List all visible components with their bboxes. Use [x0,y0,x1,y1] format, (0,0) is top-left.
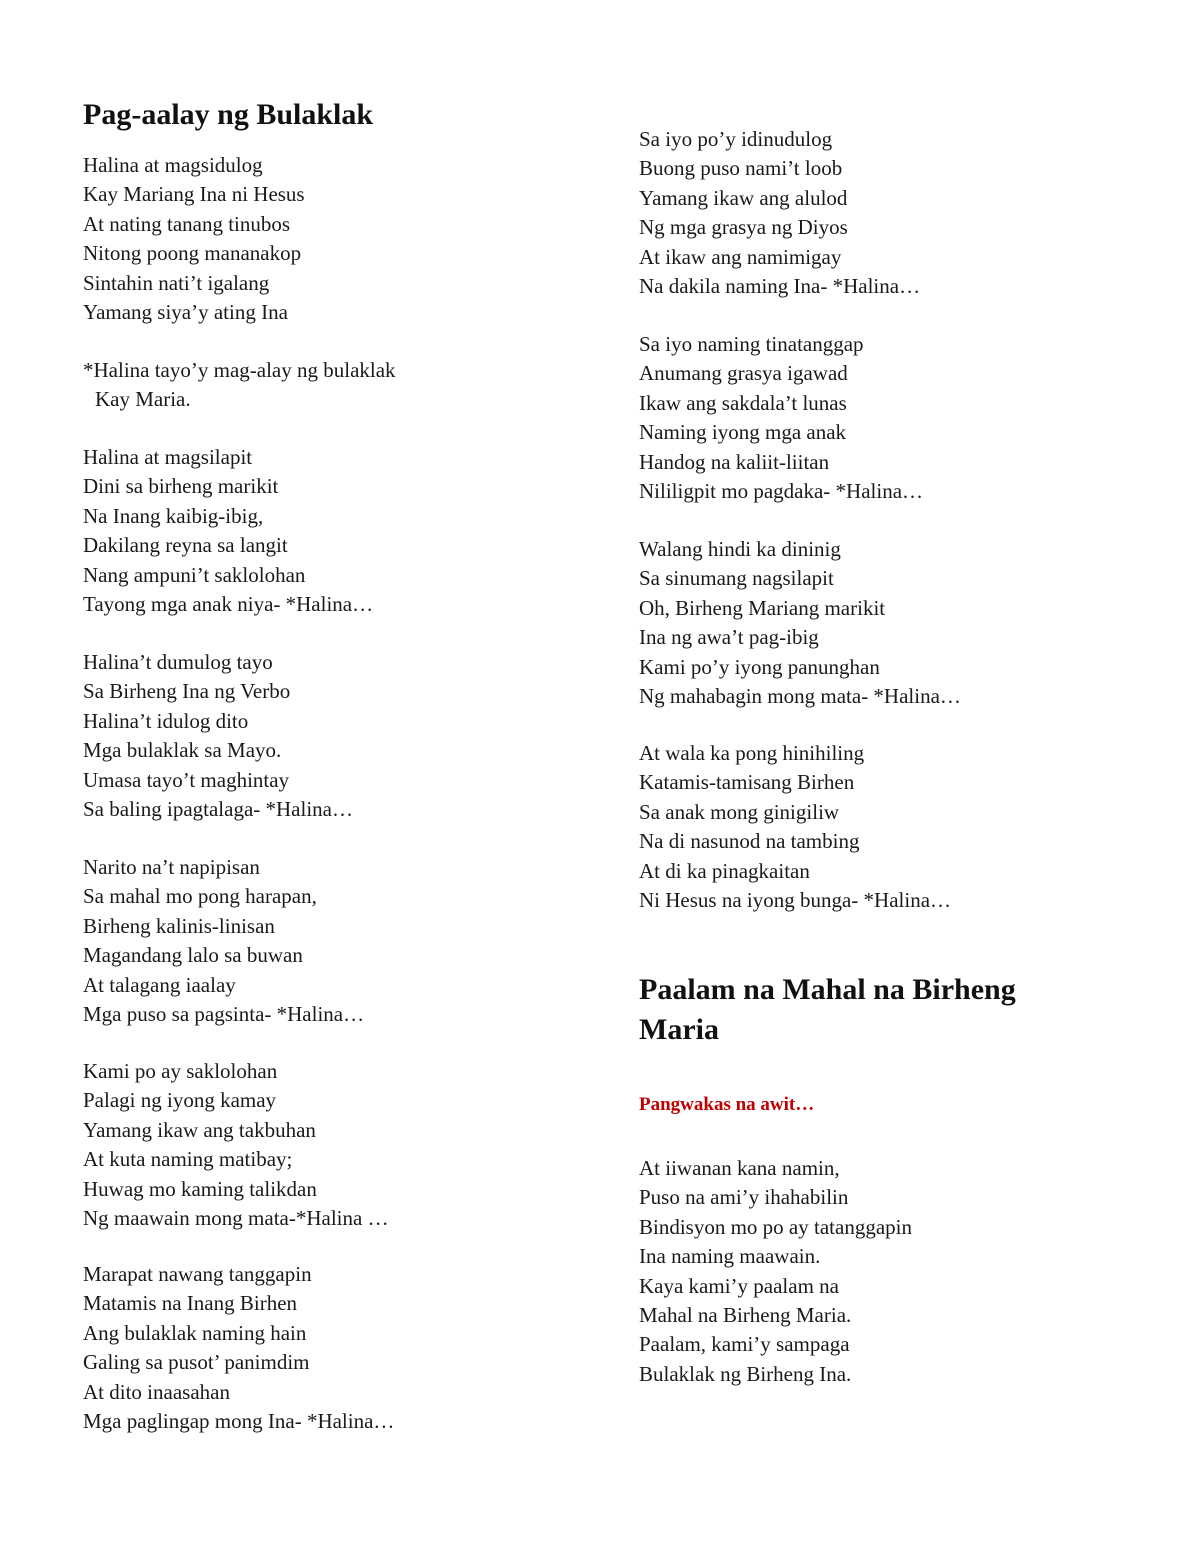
lyric-line: Ina naming maawain. [639,1244,821,1269]
lyric-line: Marapat nawang tanggapin [83,1262,312,1286]
lyric-line: Buong puso nami’t loob [639,156,843,181]
lyric-line: At iiwanan kana namin, [639,1156,840,1180]
stanza-right-3 [639,535,961,711]
lyric-line: At di ka pinagkaitan [639,858,810,883]
stanza-left-4 [83,648,353,824]
lyric-line: Sa anak mong ginigiliw [639,799,840,824]
lyric-line: Oh, Birheng Mariang marikit [639,595,886,620]
lyric-line: Palagi ng iyong kamay [83,1088,277,1113]
lyric-line: Birheng kalinis-linisan [83,913,275,938]
lyric-line: Sa baling ipagtalaga- *Halina… [83,796,353,821]
stanza-left-1 [83,151,305,327]
lyric-line: Kay Mariang Ina ni Hesus [83,182,305,207]
lyric-line: At ikaw ang namimigay [639,244,842,269]
lyric-line: Ina ng awa’t pag-ibig [639,625,819,650]
lyric-line: Bindisyon mo po ay tatanggapin [639,1214,912,1239]
lyric-line: At talagang iaalay [83,972,236,997]
lyric-line: Naming iyong mga anak [639,420,847,445]
lyric-line: Na Inang kaibig-ibig, [83,503,264,528]
lyric-line: Ng mahabagin mong mata- *Halina… [639,683,961,708]
stanza-left-3 [83,443,373,619]
stanza-left-5 [83,853,364,1029]
lyric-line: Mga paglingap mong Ina- *Halina… [83,1408,395,1433]
lyric-line: At dito inaasahan [83,1379,230,1404]
lyric-line: At wala ka pong hinihiling [639,741,865,765]
lyric-line: At nating tanang tinubos [83,211,291,236]
lyric-line: Matamis na Inang Birhen [83,1291,298,1316]
song-title-pag-aalay: Pag-aalay ng Bulaklak [83,98,374,131]
stanza-left-6 [83,1057,389,1233]
lyric-line: Katamis-tamisang Birhen [639,770,855,795]
chorus-line: Kay Maria. [95,387,191,412]
lyric-line: Puso na ami’y ihahabilin [639,1185,849,1210]
lyric-line: Handog na kaliit-liitan [639,449,830,474]
lyric-line: Galing sa pusot’ panimdim [83,1350,310,1375]
lyric-line: Huwag mo kaming talikdan [83,1176,317,1201]
lyric-line: Nang ampuni’t saklolohan [83,562,306,587]
lyric-line: Na di nasunod na tambing [639,829,860,854]
lyric-line: Mahal na Birheng Maria. [639,1302,852,1327]
lyric-line: Sa mahal mo pong harapan, [83,884,317,909]
song-title-paalam: Paalam na Mahal na Birheng Maria [639,973,1016,1046]
lyric-line: Mga puso sa pagsinta- *Halina… [83,1001,365,1026]
lyric-line: Sa iyo po’y idinudulog [639,127,833,151]
closing-song-subtitle: Pangwakas na awit… [639,1094,815,1115]
lyric-line: Yamang ikaw ang takbuhan [83,1117,316,1142]
lyric-line: Kami po ay saklolohan [83,1059,278,1083]
lyric-line: Anumang grasya igawad [639,361,848,386]
chorus-stanza [83,356,396,415]
lyric-line: Ni Hesus na iyong bunga- *Halina… [639,887,952,912]
chorus-line: *Halina tayo’y mag-alay ng bulaklak [83,358,396,382]
lyric-line: Halina at magsidulog [83,153,263,177]
lyric-line: Nitong poong mananakop [83,241,302,266]
lyric-line: Walang hindi ka dininig [639,537,841,561]
lyric-line: Magandang lalo sa buwan [83,943,303,968]
lyric-line: Sa sinumang nagsilapit [639,566,834,591]
lyric-line: Dakilang reyna sa langit [83,533,288,558]
lyric-line: Sa Birheng Ina ng Verbo [83,679,291,704]
lyric-line: Narito na’t napipisan [83,855,260,879]
lyric-line: Nililigpit mo pagdaka- *Halina… [639,478,924,503]
stanza-left-7 [83,1260,394,1436]
lyric-line: Tayong mga anak niya- *Halina… [83,591,374,616]
lyric-line: Sa iyo naming tinatanggap [639,332,864,356]
lyric-line: Dini sa birheng marikit [83,474,279,499]
stanza-right-1 [639,125,920,301]
lyric-line: Ikaw ang sakdala’t lunas [639,390,847,415]
lyric-line: Yamang ikaw ang alulod [639,185,848,210]
lyric-line: Ang bulaklak naming hain [83,1320,307,1345]
closing-stanza [639,1154,912,1389]
lyric-line: Kami po’y iyong panunghan [639,654,880,679]
lyric-line: Kaya kami’y paalam na [639,1273,839,1298]
lyric-line: Ng maawain mong mata-*Halina … [83,1205,389,1230]
stanza-right-2 [639,330,923,506]
lyric-line: Halina at magsilapit [83,445,253,469]
lyric-line: Yamang siya’y ating Ina [83,299,288,324]
lyric-line: Mga bulaklak sa Mayo. [83,738,282,763]
lyric-line: Paalam, kami’y sampaga [639,1332,850,1357]
lyric-line: Ng mga grasya ng Diyos [639,215,848,240]
lyric-line: Halina’t idulog dito [83,708,249,733]
stanza-right-4 [639,739,951,915]
lyric-line: Na dakila naming Ina- *Halina… [639,273,921,298]
lyric-line: Bulaklak ng Birheng Ina. [639,1361,852,1386]
lyric-line: Sintahin nati’t igalang [83,270,270,295]
lyric-line: At kuta naming matibay; [83,1147,293,1172]
lyric-line: Halina’t dumulog tayo [83,650,273,674]
lyric-line: Umasa tayo’t maghintay [83,767,290,792]
